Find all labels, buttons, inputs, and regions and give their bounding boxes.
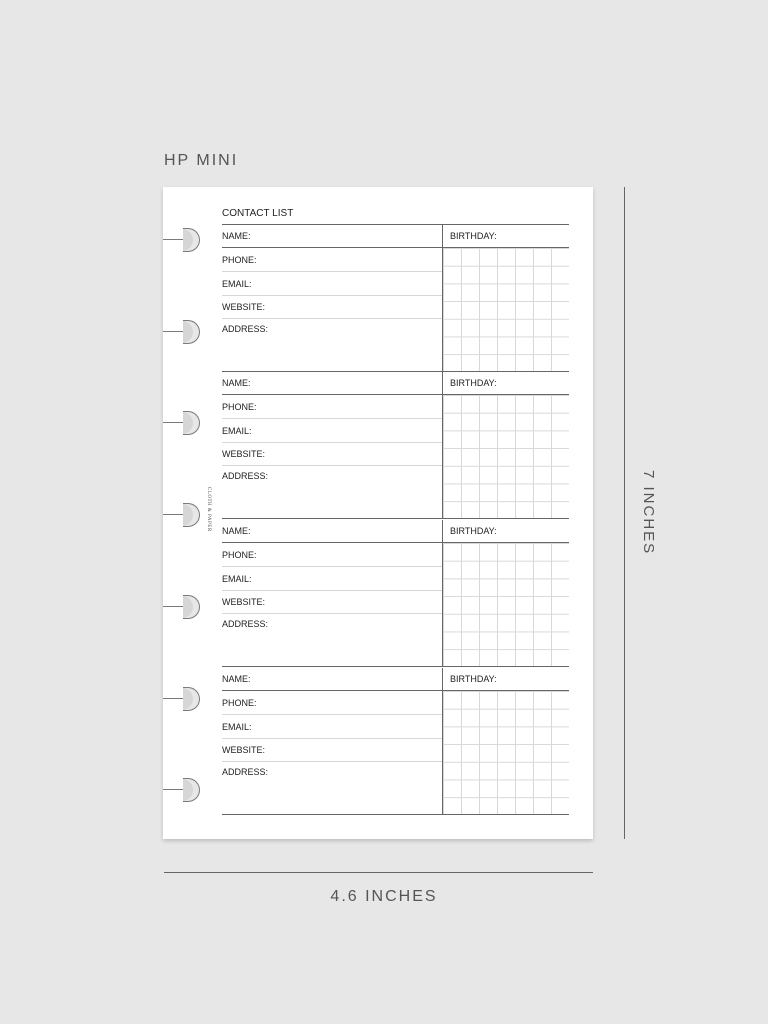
field-rule bbox=[222, 714, 442, 715]
field-rule bbox=[222, 613, 442, 614]
email-label: EMAIL: bbox=[222, 426, 252, 436]
block-bottom-rule bbox=[222, 814, 569, 815]
website-label: WEBSITE: bbox=[222, 302, 266, 312]
email-label: EMAIL: bbox=[222, 279, 252, 289]
contact-block bbox=[222, 225, 569, 371]
contact-block bbox=[222, 668, 569, 814]
birthday-label: BIRTHDAY: bbox=[450, 231, 497, 241]
birthday-label: BIRTHDAY: bbox=[450, 674, 497, 684]
field-rule bbox=[222, 295, 442, 296]
block-bottom-rule bbox=[222, 518, 569, 519]
block-bottom-rule bbox=[222, 666, 569, 667]
width-dimension-line bbox=[164, 872, 593, 873]
website-label: WEBSITE: bbox=[222, 449, 266, 459]
height-dimension-line bbox=[624, 187, 625, 839]
field-rule bbox=[222, 442, 442, 443]
contact-list-title: CONTACT LIST bbox=[222, 208, 294, 219]
phone-label: PHONE: bbox=[222, 698, 257, 708]
address-label: ADDRESS: bbox=[222, 471, 269, 481]
email-label: EMAIL: bbox=[222, 722, 252, 732]
name-label: NAME: bbox=[222, 231, 251, 241]
field-rule bbox=[222, 318, 442, 319]
contact-block bbox=[222, 372, 569, 518]
birthday-label: BIRTHDAY: bbox=[450, 378, 497, 388]
name-label: NAME: bbox=[222, 526, 251, 536]
address-label: ADDRESS: bbox=[222, 767, 269, 777]
field-rule bbox=[222, 738, 442, 739]
name-label: NAME: bbox=[222, 378, 251, 388]
field-rule bbox=[222, 418, 442, 419]
birthday-label: BIRTHDAY: bbox=[450, 526, 497, 536]
field-rule bbox=[222, 761, 442, 762]
birthday-grid bbox=[443, 395, 569, 519]
planner-title: HP MINI bbox=[164, 152, 239, 169]
phone-label: PHONE: bbox=[222, 255, 257, 265]
contact-block bbox=[222, 520, 569, 666]
field-rule bbox=[222, 566, 442, 567]
width-dimension-label: 4.6 INCHES bbox=[330, 888, 438, 905]
phone-label: PHONE: bbox=[222, 402, 257, 412]
birthday-grid bbox=[443, 248, 569, 372]
website-label: WEBSITE: bbox=[222, 745, 266, 755]
birthday-grid bbox=[443, 543, 569, 667]
birthday-grid bbox=[443, 691, 569, 815]
phone-label: PHONE: bbox=[222, 550, 257, 560]
field-rule bbox=[222, 465, 442, 466]
brand-mark: CLOTH & PAPER bbox=[206, 487, 211, 532]
email-label: EMAIL: bbox=[222, 574, 252, 584]
name-label: NAME: bbox=[222, 674, 251, 684]
address-label: ADDRESS: bbox=[222, 324, 269, 334]
field-rule bbox=[222, 271, 442, 272]
address-label: ADDRESS: bbox=[222, 619, 269, 629]
field-rule bbox=[222, 590, 442, 591]
height-dimension-label: 7 INCHES bbox=[640, 470, 657, 556]
website-label: WEBSITE: bbox=[222, 597, 266, 607]
